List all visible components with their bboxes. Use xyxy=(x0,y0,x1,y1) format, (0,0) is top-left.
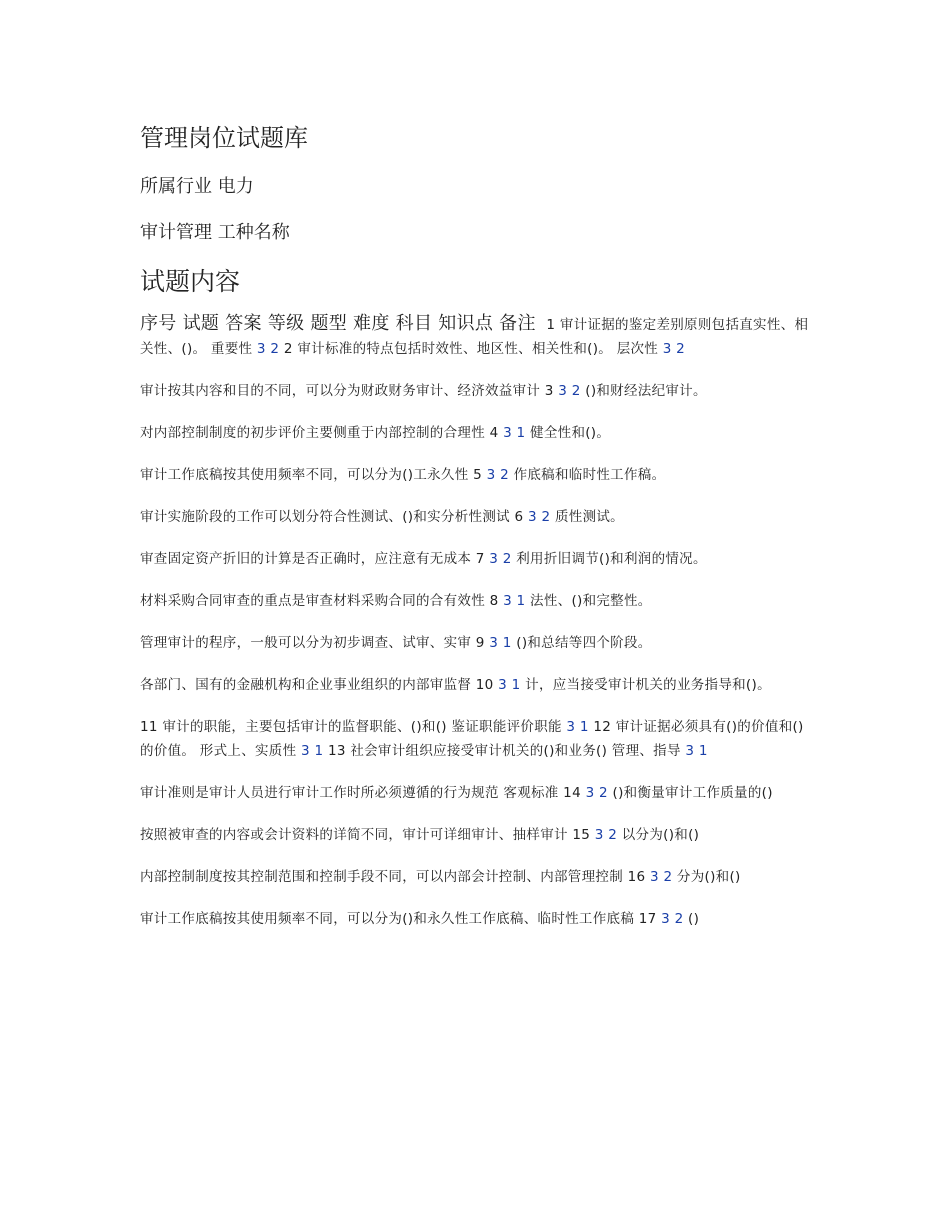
grade-type-code: 3 2 xyxy=(585,785,608,801)
grade-type-code: 3 2 xyxy=(528,509,551,525)
question-text: 对内部控制制度的初步评价主要侧重于内部控制的合理性 4 xyxy=(140,425,504,441)
section-title: 试题内容 xyxy=(140,267,241,296)
question-paragraph xyxy=(140,379,814,403)
table-header-word: 备注 xyxy=(499,313,536,334)
grade-type-code: 3 1 xyxy=(503,425,526,441)
question-text: 利用折旧调节()和利润的情况。 xyxy=(511,551,707,567)
question-text: 分为()和() xyxy=(672,869,741,885)
question-text: 1 审计证据的鉴定差别原则包括直实性、相关性、()。 重要性 xyxy=(140,317,809,357)
grade-type-code: 3 2 xyxy=(661,911,684,927)
question-text: 质性测试。 xyxy=(550,509,624,525)
question-list xyxy=(140,312,814,931)
job-line: 审计管理 工种名称 xyxy=(140,222,290,243)
question-text: 按照被审查的内容或会计资料的详简不同，审计可详细审计、抽样审计 15 xyxy=(140,827,595,843)
table-header-word: 试题 xyxy=(182,313,220,334)
question-text: 管理审计的程序，一般可以分为初步调查、试审、实审 9 xyxy=(140,635,490,651)
table-header-word: 知识点 xyxy=(438,313,494,334)
table-header-word: 难度 xyxy=(353,313,390,334)
grade-type-code: 3 2 xyxy=(594,827,618,843)
question-text: 11 审计的职能，主要包括审计的监督职能、()和() 鉴证职能评价职能 xyxy=(140,719,567,735)
grade-type-code: 3 1 xyxy=(566,719,589,735)
question-paragraph xyxy=(140,823,814,847)
question-text: 作底稿和临时性工作稿。 xyxy=(508,467,666,483)
question-text: 审查固定资产折旧的计算是否正确时，应注意有无成本 7 xyxy=(140,551,490,567)
grade-type-code: 3 1 xyxy=(685,743,708,759)
question-text: 审计实施阶段的工作可以划分符合性测试、()和实分析性测试 6 xyxy=(140,509,529,525)
question-text: 计，应当接受审计机关的业务指导和()。 xyxy=(520,677,771,693)
question-text: 以分为()和() xyxy=(617,827,700,843)
question-paragraph xyxy=(140,673,814,697)
question-paragraph xyxy=(140,505,814,529)
question-text: 审计按其内容和目的不同，可以分为财政财务审计、经济效益审计 3 xyxy=(140,383,559,399)
question-text: 13 社会审计组织应接受审计机关的()和业务() 管理、指导 xyxy=(323,743,686,759)
question-text: 材料采购合同审查的重点是审查材料采购合同的合有效性 8 xyxy=(140,593,504,609)
question-paragraph xyxy=(140,421,814,445)
grade-type-code: 3 1 xyxy=(489,635,512,651)
question-paragraph xyxy=(140,781,814,805)
question-paragraph xyxy=(140,907,814,931)
page-title: 管理岗位试题库 xyxy=(140,124,308,152)
question-text: 审计工作底稿按其使用频率不同，可以分为()和永久性工作底稿、临时性工作底稿 17 xyxy=(140,911,662,927)
grade-type-code: 3 2 xyxy=(486,467,509,483)
question-text: ()和财经法纪审计。 xyxy=(580,383,707,399)
question-paragraph xyxy=(140,547,814,571)
table-header-word: 题型 xyxy=(310,313,348,334)
question-text: 健全性和()。 xyxy=(525,425,611,441)
table-header-word: 序号 xyxy=(140,313,177,334)
question-text: 审计工作底稿按其使用频率不同，可以分为()工永久性 5 xyxy=(140,467,487,483)
question-paragraph xyxy=(140,865,814,889)
question-paragraph xyxy=(140,715,814,763)
grade-type-code: 3 2 xyxy=(489,551,512,567)
question-text: 内部控制制度按其控制范围和控制手段不同，可以内部会计控制、内部管理控制 16 xyxy=(140,869,650,885)
table-header-word: 等级 xyxy=(267,313,305,334)
question-text: () xyxy=(683,911,700,927)
question-text: 12 审计证据必须具有()的价值和()的价值。 形式上、实质性 xyxy=(140,719,804,759)
question-paragraph xyxy=(140,631,814,655)
question-text: 各部门、国有的金融机构和企业事业组织的内部审监督 10 xyxy=(140,677,499,693)
question-text: 审计准则是审计人员进行审计工作时所必须遵循的行为规范 客观标准 14 xyxy=(140,785,586,801)
grade-type-code: 3 2 xyxy=(256,341,280,357)
table-header-word: 答案 xyxy=(225,313,262,334)
question-text: ()和总结等四个阶段。 xyxy=(511,635,652,651)
question-text: ()和衡量审计工作质量的() xyxy=(607,785,773,801)
question-paragraph xyxy=(140,312,814,361)
grade-type-code: 3 2 xyxy=(558,383,581,399)
grade-type-code: 3 1 xyxy=(300,743,324,759)
grade-type-code: 3 2 xyxy=(649,869,673,885)
grade-type-code: 3 2 xyxy=(662,341,686,357)
question-text: 法性、()和完整性。 xyxy=(525,593,652,609)
grade-type-code: 3 1 xyxy=(498,677,521,693)
table-header-word: 科目 xyxy=(395,313,433,334)
question-paragraph xyxy=(140,463,814,487)
grade-type-code: 3 1 xyxy=(503,593,526,609)
industry-line: 所属行业 电力 xyxy=(140,176,254,197)
question-text: 2 审计标准的特点包括时效性、地区性、相关性和()。 层次性 xyxy=(279,341,663,357)
question-paragraph xyxy=(140,589,814,613)
